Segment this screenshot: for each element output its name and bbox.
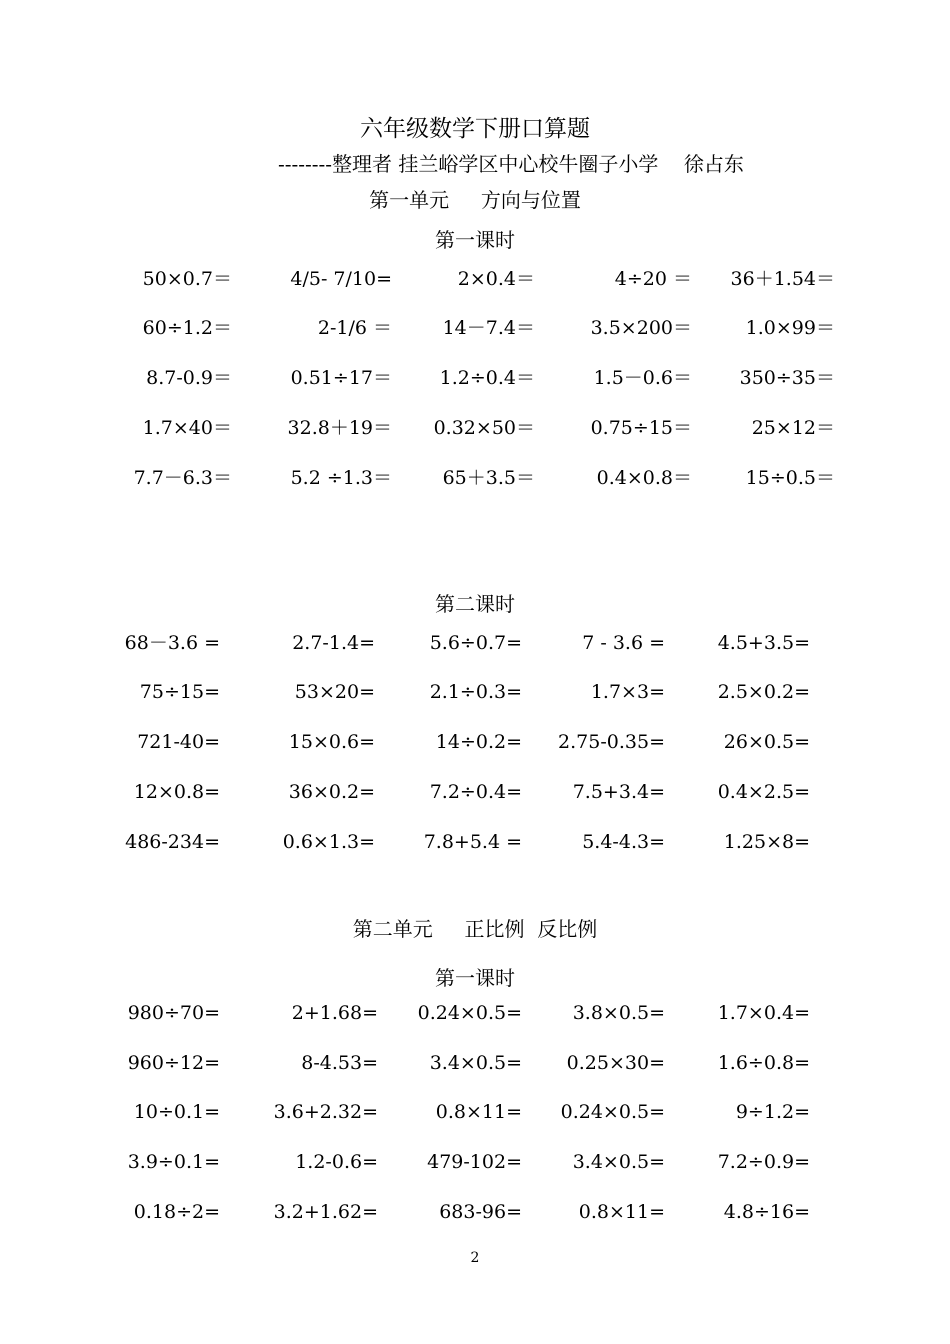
- exercise-item: 14÷0.2=: [435, 731, 522, 753]
- exercise-item: 1.2÷0.4＝: [439, 367, 535, 389]
- exercise-item: 0.24×0.5=: [417, 1002, 522, 1024]
- exercise-item: 5.2 ÷1.3＝: [290, 467, 392, 489]
- exercise-item: 3.4×0.5=: [429, 1052, 522, 1074]
- exercise-item: 15÷0.5＝: [745, 467, 835, 489]
- exercise-item: 7 - 3.6 =: [582, 632, 665, 654]
- exercise-item: 14－7.4＝: [442, 317, 535, 339]
- exercise-item: 0.4×2.5=: [717, 781, 810, 803]
- exercise-item: 9÷1.2=: [735, 1101, 810, 1123]
- exercise-item: 0.4×0.8＝: [596, 467, 692, 489]
- exercise-item: 683-96=: [439, 1201, 522, 1223]
- exercise-item: 0.18÷2=: [133, 1201, 220, 1223]
- exercise-row: [0, 777, 950, 807]
- exercise-item: 32.8＋19＝: [287, 417, 392, 439]
- exercise-item: 4.5+3.5=: [717, 632, 810, 654]
- exercise-item: 60÷1.2＝: [142, 317, 232, 339]
- exercise-item: 5.4-4.3=: [582, 831, 665, 853]
- exercise-row: [0, 363, 950, 393]
- exercise-item: 2+1.68=: [291, 1002, 378, 1024]
- exercise-item: 486-234=: [125, 831, 220, 853]
- exercise-item: 2.5×0.2=: [717, 681, 810, 703]
- exercise-item: 3.2+1.62=: [273, 1201, 378, 1223]
- exercise-item: 7.8+5.4 =: [423, 831, 522, 853]
- exercise-row: [0, 413, 950, 443]
- lesson-heading-3: 第一课时: [435, 966, 515, 990]
- exercise-item: 0.6×1.3=: [282, 831, 375, 853]
- exercise-item: 3.4×0.5=: [572, 1151, 665, 1173]
- exercise-item: 68－3.6 =: [124, 632, 220, 654]
- exercise-item: 7.5+3.4=: [572, 781, 665, 803]
- exercise-item: 5.6÷0.7=: [429, 632, 522, 654]
- exercise-item: 3.6+2.32=: [273, 1101, 378, 1123]
- exercise-row: [0, 1147, 950, 1177]
- exercise-row: [0, 1197, 950, 1227]
- exercise-item: 350÷35＝: [739, 367, 835, 389]
- exercise-row: [0, 628, 950, 658]
- exercise-item: 2.75-0.35=: [558, 731, 665, 753]
- exercise-item: 721-40=: [137, 731, 220, 753]
- exercise-item: 4÷20 ＝: [614, 268, 692, 290]
- exercise-item: 960÷12=: [127, 1052, 220, 1074]
- exercise-item: 0.24×0.5=: [560, 1101, 665, 1123]
- exercise-item: 1.2-0.6=: [295, 1151, 378, 1173]
- exercise-row: [0, 827, 950, 857]
- exercise-item: 1.0×99＝: [745, 317, 835, 339]
- exercise-item: 4/5- 7/10=: [290, 268, 392, 290]
- exercise-row: [0, 998, 950, 1028]
- exercise-item: 0.8×11=: [578, 1201, 665, 1223]
- exercise-item: 0.51÷17＝: [290, 367, 392, 389]
- exercise-item: 7.2÷0.9=: [717, 1151, 810, 1173]
- exercise-item: 2-1/6 ＝: [317, 317, 392, 339]
- exercise-item: 980÷70=: [127, 1002, 220, 1024]
- exercise-item: 1.5－0.6＝: [593, 367, 692, 389]
- exercise-item: 0.75÷15＝: [590, 417, 692, 439]
- exercise-item: 479-102=: [427, 1151, 522, 1173]
- exercise-item: 12×0.8=: [133, 781, 220, 803]
- exercise-row: [0, 727, 950, 757]
- exercise-item: 2.7-1.4=: [292, 632, 375, 654]
- exercise-item: 2×0.4＝: [457, 268, 535, 290]
- exercise-item: 0.8×11=: [435, 1101, 522, 1123]
- unit-heading-1: 第一单元 方向与位置: [369, 188, 581, 212]
- author-line: --------整理者 挂兰峪学区中心校牛圈子小学 徐占东: [278, 152, 744, 176]
- lesson-heading-2: 第二课时: [435, 592, 515, 616]
- exercise-item: 10÷0.1=: [133, 1101, 220, 1123]
- exercise-item: 36＋1.54＝: [730, 268, 835, 290]
- exercise-item: 1.25×8=: [723, 831, 810, 853]
- exercise-row: [0, 677, 950, 707]
- exercise-item: 36×0.2=: [288, 781, 375, 803]
- exercise-item: 1.6÷0.8=: [717, 1052, 810, 1074]
- exercise-item: 7.2÷0.4=: [429, 781, 522, 803]
- exercise-row: [0, 264, 950, 294]
- exercise-item: 1.7×40＝: [142, 417, 232, 439]
- lesson-heading-1: 第一课时: [435, 228, 515, 252]
- exercise-item: 15×0.6=: [288, 731, 375, 753]
- page-title: 六年级数学下册口算题: [360, 116, 590, 142]
- exercise-item: 25×12＝: [751, 417, 835, 439]
- unit-heading-2: 第二单元 正比例 反比例: [352, 917, 598, 941]
- exercise-row: [0, 1097, 950, 1127]
- exercise-item: 0.32×50＝: [433, 417, 535, 439]
- exercise-item: 26×0.5=: [723, 731, 810, 753]
- exercise-row: [0, 313, 950, 343]
- page-number: 2: [470, 1250, 480, 1266]
- exercise-item: 7.7－6.3＝: [133, 467, 232, 489]
- exercise-item: 4.8÷16=: [723, 1201, 810, 1223]
- exercise-item: 1.7×0.4=: [717, 1002, 810, 1024]
- exercise-item: 50×0.7＝: [142, 268, 232, 290]
- exercise-row: [0, 463, 950, 493]
- exercise-item: 2.1÷0.3=: [429, 681, 522, 703]
- exercise-item: 3.8×0.5=: [572, 1002, 665, 1024]
- exercise-item: 53×20=: [294, 681, 375, 703]
- exercise-item: 8-4.53=: [301, 1052, 378, 1074]
- exercise-item: 3.5×200＝: [590, 317, 692, 339]
- exercise-item: 0.25×30=: [566, 1052, 665, 1074]
- exercise-item: 8.7-0.9＝: [146, 367, 232, 389]
- exercise-item: 1.7×3=: [590, 681, 665, 703]
- exercise-item: 75÷15=: [139, 681, 220, 703]
- exercise-item: 65＋3.5＝: [442, 467, 535, 489]
- exercise-row: [0, 1048, 950, 1078]
- exercise-item: 3.9÷0.1=: [127, 1151, 220, 1173]
